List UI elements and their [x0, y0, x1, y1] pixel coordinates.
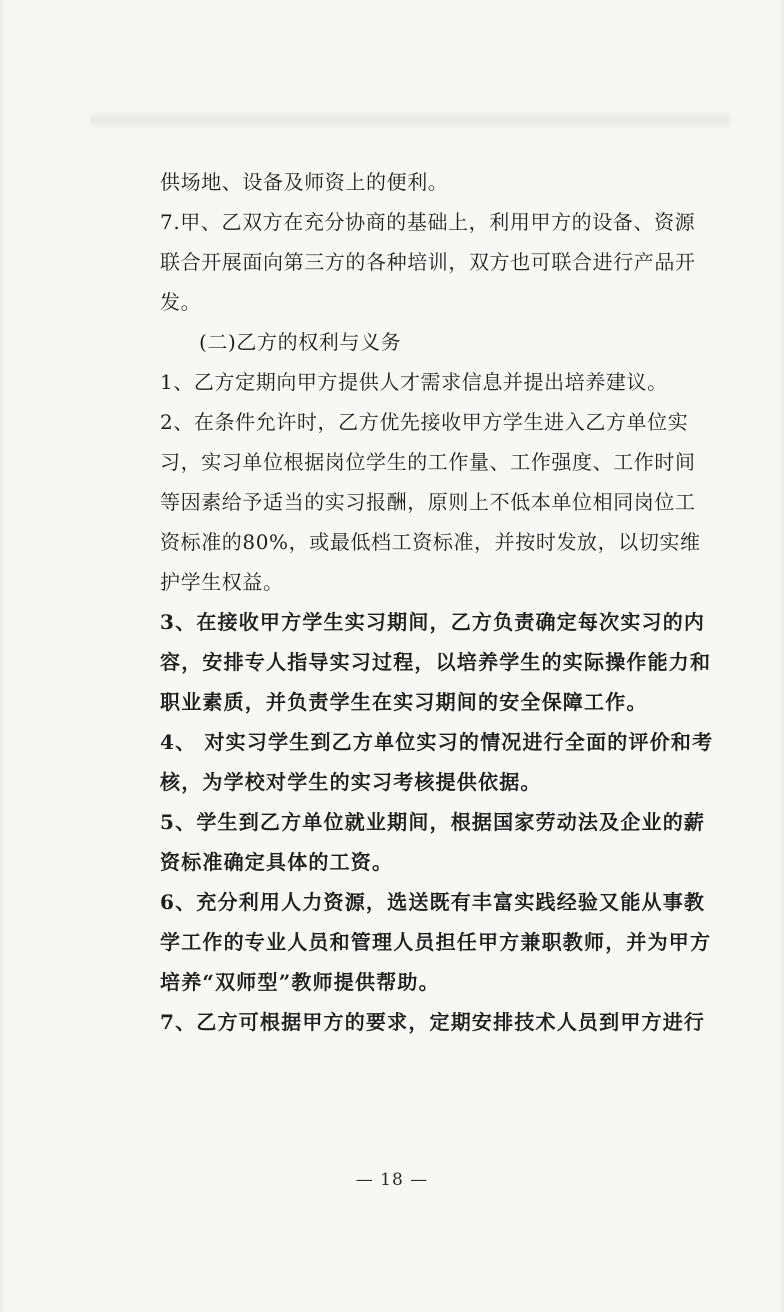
section-heading: (二)乙方的权利与义务	[199, 330, 402, 354]
body-line: 1、乙方定期向甲方提供人才需求信息并提出培养建议。	[160, 370, 668, 394]
body-line-bold: 培养“双师型”教师提供帮助。	[160, 970, 440, 994]
body-line: 7.甲、乙双方在充分协商的基础上，利用甲方的设备、资源	[160, 210, 696, 234]
body-line: 供场地、设备及师资上的便利。	[160, 170, 449, 194]
body-line: 发。	[160, 290, 202, 314]
body-line: 等因素给予适当的实习报酬，原则上不低本单位相同岗位工	[160, 490, 696, 514]
body-line-bold: 3、在接收甲方学生实习期间，乙方负责确定每次实习的内	[160, 610, 706, 634]
scan-shadow	[90, 112, 730, 128]
body-line-bold: 5、学生到乙方单位就业期间，根据国家劳动法及企业的薪	[160, 810, 706, 834]
page-number: — 18 —	[355, 1170, 429, 1190]
body-line-bold: 容，安排专人指导实习过程，以培养学生的实际操作能力和	[160, 650, 712, 674]
body-line-bold: 资标准确定具体的工资。	[160, 850, 394, 874]
body-line-bold: 6、充分利用人力资源，选送既有丰富实践经验又能从事教	[160, 890, 706, 914]
body-line: 资标准的80%，或最低档工资标准，并按时发放，以切实维	[160, 530, 701, 554]
body-line-bold: 7、乙方可根据甲方的要求，定期安排技术人员到甲方进行	[160, 1010, 706, 1034]
body-line: 2、在条件允许时，乙方优先接收甲方学生进入乙方单位实	[160, 410, 689, 434]
body-line-bold: 4、 对实习学生到乙方单位实习的情况进行全面的评价和考	[160, 730, 714, 754]
scan-edge-left	[0, 0, 6, 1312]
body-line-bold: 职业素质，并负责学生在实习期间的安全保障工作。	[160, 690, 648, 714]
scan-edge-right	[778, 0, 784, 1312]
body-line: 护学生权益。	[160, 570, 284, 594]
document-body	[160, 162, 714, 1042]
body-line-bold: 核，为学校对学生的实习考核提供依据。	[160, 770, 542, 794]
body-line: 联合开展面向第三方的各种培训，双方也可联合进行产品开	[160, 250, 696, 274]
body-line-bold: 学工作的专业人员和管理人员担任甲方兼职教师，并为甲方	[160, 930, 712, 954]
body-line: 习，实习单位根据岗位学生的工作量、工作强度、工作时间	[160, 450, 696, 474]
